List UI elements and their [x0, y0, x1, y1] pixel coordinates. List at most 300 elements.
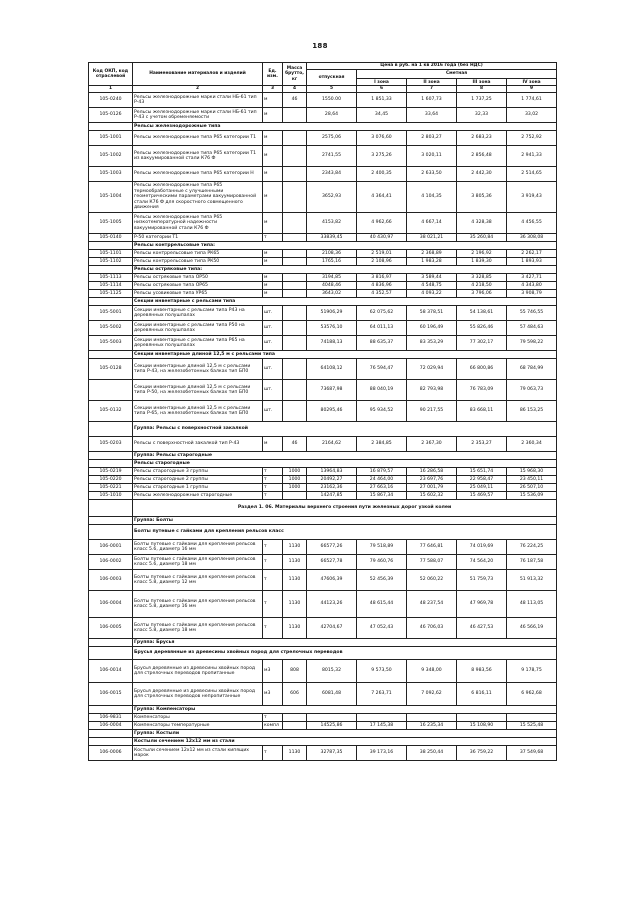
cell-name: Рельсы железнодорожные типа Р65 категории Т1 из вакуумированной стали К76 Ф — [133, 146, 263, 167]
cell-zone-3: 3 328,85 — [457, 274, 507, 282]
group-title: Болты путевые с гайками для крепления рельсов класс — [133, 525, 557, 540]
cell-release-price: 2575,06 — [307, 131, 357, 146]
cell-name: Рельсы контррельсовые типа РК50 — [133, 258, 263, 266]
cell-unit: м3 — [263, 660, 283, 683]
cell-zone-1: 3 076,60 — [357, 131, 407, 146]
cell-name: Рельсы железнодорожные типа Р65 категории Т1 — [133, 131, 263, 146]
column-number: 6 — [357, 86, 407, 93]
cell-name: Болты путевые с гайками для крепления рельсов класс 5.8, диаметр 16 мм — [133, 591, 263, 618]
cell-zone-3 — [457, 714, 507, 722]
cell-mass: 1000 — [283, 468, 307, 476]
cell-zone-2: 7 092,62 — [407, 683, 457, 706]
cell-name: Болты путевые с гайками для крепления рельсов класс 5.6, диаметр 18 мм — [133, 555, 263, 570]
cell-name: Рельсы железнодорожные марки стали НБ-61 тип Р-43 с учетом обременяемости — [133, 108, 263, 123]
cell-zone-2: 2 803,27 — [407, 131, 457, 146]
cell-release-price: 80295,46 — [307, 401, 357, 422]
cell-unit: т — [263, 746, 283, 761]
column-number: 3 — [263, 86, 283, 93]
cell-release-price: 3194,85 — [307, 274, 357, 282]
cell-code: 106-0001 — [89, 540, 133, 555]
cell-zone-4: 36 308,08 — [507, 234, 557, 242]
cell-release-price: 28,64 — [307, 108, 357, 123]
cell-code: 105-0220 — [89, 476, 133, 484]
cell-unit: м3 — [263, 683, 283, 706]
header-zone-3: III зона — [457, 79, 507, 86]
cell-zone-1: 1 851,33 — [357, 93, 407, 108]
cell-zone-2: 2 367,30 — [407, 437, 457, 452]
table-body — [89, 93, 557, 761]
cell-release-price: 14525,86 — [307, 722, 357, 730]
cell-unit: т — [263, 714, 283, 722]
cell-zone-4: 2 941,33 — [507, 146, 557, 167]
cell-zone-2: 4 548,75 — [407, 282, 457, 290]
cell-zone-4: 2 514,65 — [507, 167, 557, 182]
group-title: Рельсы железнодорожные типа — [133, 123, 557, 131]
cell-mass: 46 — [283, 437, 307, 452]
cell-name: Рельсы железнодорожные марки стали НБ-61 тип Р-43 — [133, 93, 263, 108]
cell-code: 106-0014 — [89, 660, 133, 683]
group-row — [89, 738, 557, 746]
cell-unit: компл — [263, 722, 283, 730]
cell-code — [89, 380, 133, 401]
cell-mass — [283, 290, 307, 298]
cell-mass — [283, 714, 307, 722]
cell-name: Р-50 категории Т1 — [133, 234, 263, 242]
table-row — [89, 660, 557, 683]
cell-zone-3: 1 737,25 — [457, 93, 507, 108]
cell-code: 105-0140 — [89, 234, 133, 242]
cell-zone-1: 88 635,37 — [357, 336, 407, 351]
cell-unit: т — [263, 555, 283, 570]
cell-zone-4: 15 536,09 — [507, 492, 557, 500]
cell-zone-2: 4 093,22 — [407, 290, 457, 298]
cell-zone-1: 40 430,97 — [357, 234, 407, 242]
cell-zone-4: 76 224,25 — [507, 540, 557, 555]
cell-unit: м — [263, 437, 283, 452]
cell-zone-4: 9 178,75 — [507, 660, 557, 683]
cell-unit: т — [263, 234, 283, 242]
cell-code: 105-0132 — [89, 401, 133, 422]
cell-release-price: 8015,32 — [307, 660, 357, 683]
group-row — [89, 422, 557, 437]
cell-code: 105-1005 — [89, 213, 133, 234]
cell-name: Рельсы остряковые типа ОР50 — [133, 274, 263, 282]
cell-mass: 1130 — [283, 618, 307, 639]
cell-zone-1: 3 275,26 — [357, 146, 407, 167]
cell-zone-3: 77 302,17 — [457, 336, 507, 351]
cell-name: Секции инвентарные длиной 12,5 м с рельсами типа Р-65, на железобетонных балках тип БП0 — [133, 401, 263, 422]
cell-zone-2: 90 217,55 — [407, 401, 457, 422]
cell-zone-3: 76 783,09 — [457, 380, 507, 401]
header-estimate: Сметная — [357, 69, 557, 79]
cell-name: Брусья деревянные из древесины хвойных пород для стрелочных переводов непропитанные — [133, 683, 263, 706]
cell-mass — [283, 282, 307, 290]
cell-unit: м — [263, 258, 283, 266]
cell-release-price: 3652,93 — [307, 182, 357, 213]
group-row — [89, 460, 557, 468]
cell-zone-2: 27 001,79 — [407, 484, 457, 492]
cell-zone-4: 4 456,55 — [507, 213, 557, 234]
cell-mass — [283, 250, 307, 258]
cell-unit: т — [263, 468, 283, 476]
cell-code — [89, 706, 133, 714]
cell-mass — [283, 722, 307, 730]
cell-zone-3: 74 564,20 — [457, 555, 507, 570]
cell-code — [89, 460, 133, 468]
cell-zone-2: 38 250,44 — [407, 746, 457, 761]
cell-zone-1: 47 052,43 — [357, 618, 407, 639]
cell-zone-4: 15 968,30 — [507, 468, 557, 476]
cell-zone-1: 34,45 — [357, 108, 407, 123]
table-row — [89, 336, 557, 351]
cell-mass: 1130 — [283, 555, 307, 570]
cell-zone-3: 22 958,47 — [457, 476, 507, 484]
header-zone-2: II зона — [407, 79, 457, 86]
group-title: Группа: Брусья — [133, 639, 557, 647]
table-row — [89, 93, 557, 108]
cell-unit: м — [263, 250, 283, 258]
cell-zone-3: 25 049,11 — [457, 484, 507, 492]
cell-code — [89, 738, 133, 746]
cell-code: 105-0240 — [89, 93, 133, 108]
cell-unit: шт. — [263, 359, 283, 380]
cell-code: 105-1114 — [89, 282, 133, 290]
cell-release-price: 42704,67 — [307, 618, 357, 639]
cell-mass — [283, 492, 307, 500]
cell-zone-3: 15 651,74 — [457, 468, 507, 476]
cell-code: 105-0219 — [89, 468, 133, 476]
cell-code: 105-1010 — [89, 492, 133, 500]
cell-zone-2: 1 983,28 — [407, 258, 457, 266]
cell-name: Рельсы с поверхностной закалкой тип Р-43 — [133, 437, 263, 452]
cell-zone-4: 37 549,68 — [507, 746, 557, 761]
table-row — [89, 714, 557, 722]
cell-code: 106-0015 — [89, 683, 133, 706]
cell-mass: 808 — [283, 660, 307, 683]
cell-zone-2 — [407, 714, 457, 722]
cell-mass: 1130 — [283, 746, 307, 761]
cell-code — [89, 730, 133, 738]
cell-unit: т — [263, 570, 283, 591]
cell-code — [89, 422, 133, 437]
cell-zone-2: 77 646,81 — [407, 540, 457, 555]
cell-zone-2: 83 353,29 — [407, 336, 457, 351]
cell-zone-1: 9 573,50 — [357, 660, 407, 683]
cell-unit: м — [263, 146, 283, 167]
cell-zone-3: 6 816,11 — [457, 683, 507, 706]
cell-mass: 1000 — [283, 476, 307, 484]
section-title: Раздел 1. 06. Материалы верхнего строения пути железных дорог узкой колеи — [133, 500, 557, 517]
cell-mass: 46 — [283, 93, 307, 108]
cell-zone-4: 79 598,22 — [507, 336, 557, 351]
cell-zone-3: 3 805,36 — [457, 182, 507, 213]
cell-release-price — [307, 714, 357, 722]
cell-zone-2: 4 104,35 — [407, 182, 457, 213]
table-row — [89, 401, 557, 422]
cell-zone-4: 23 450,11 — [507, 476, 557, 484]
cell-zone-4: 3 919,43 — [507, 182, 557, 213]
table-row — [89, 250, 557, 258]
cell-code — [89, 298, 133, 306]
cell-zone-2: 16 235,34 — [407, 722, 457, 730]
page-number: 188 — [312, 42, 328, 50]
cell-name: Костыли сечением 12х12 мм из стали кипящих марок — [133, 746, 263, 761]
cell-zone-3: 54 138,61 — [457, 306, 507, 321]
group-title: Секции инвентарные с рельсами типа — [133, 298, 557, 306]
cell-mass — [283, 258, 307, 266]
cell-zone-4: 1 893,93 — [507, 258, 557, 266]
cell-name: Болты путевые с гайками для крепления рельсов класс 5.6, диаметр 16 мм — [133, 540, 263, 555]
group-row — [89, 452, 557, 460]
cell-name: Секции инвентарные с рельсами типа Р43 на деревянных полушпалах — [133, 306, 263, 321]
cell-zone-1: 7 263,71 — [357, 683, 407, 706]
cell-zone-1 — [357, 714, 407, 722]
cell-code: 106-0004 — [89, 591, 133, 618]
group-title: Брусья деревянные из древесины хвойных пород для стрелочных переводов — [133, 647, 557, 660]
cell-unit: м — [263, 274, 283, 282]
cell-zone-1: 88 040,19 — [357, 380, 407, 401]
cell-code: 106-0003 — [89, 570, 133, 591]
header-zone-4: IV зона — [507, 79, 557, 86]
cell-mass — [283, 167, 307, 182]
cell-zone-1: 4 836,96 — [357, 282, 407, 290]
column-number: 4 — [283, 86, 307, 93]
cell-code — [89, 242, 133, 250]
cell-mass — [283, 274, 307, 282]
cell-zone-4: 2 262,17 — [507, 250, 557, 258]
cell-zone-2: 33,64 — [407, 108, 457, 123]
cell-mass: 1000 — [283, 484, 307, 492]
group-row — [89, 647, 557, 660]
cell-unit: м — [263, 290, 283, 298]
cell-zone-3: 2 683,23 — [457, 131, 507, 146]
cell-code: 105-1001 — [89, 131, 133, 146]
cell-zone-1: 15 867,34 — [357, 492, 407, 500]
cell-zone-4: 79 063,73 — [507, 380, 557, 401]
column-number: 7 — [407, 86, 457, 93]
cell-zone-3: 32,33 — [457, 108, 507, 123]
cell-code: 106-0004 — [89, 722, 133, 730]
table-row — [89, 290, 557, 298]
cell-zone-4: 76 187,58 — [507, 555, 557, 570]
cell-release-price: 74188,13 — [307, 336, 357, 351]
cell-zone-1: 2 519,01 — [357, 250, 407, 258]
cell-zone-3: 2 442,30 — [457, 167, 507, 182]
cell-release-price: 51906,29 — [307, 306, 357, 321]
cell-release-price: 2741,55 — [307, 146, 357, 167]
cell-zone-1: 79 518,89 — [357, 540, 407, 555]
cell-zone-1: 2 384,85 — [357, 437, 407, 452]
cell-zone-4: 3 427,71 — [507, 274, 557, 282]
cell-zone-4 — [507, 714, 557, 722]
cell-zone-4: 26 507,10 — [507, 484, 557, 492]
cell-zone-2: 38 021,21 — [407, 234, 457, 242]
cell-zone-3: 2 196,92 — [457, 250, 507, 258]
header-name: Наименование материалов и изделий — [133, 63, 263, 86]
cell-zone-4: 46 566,19 — [507, 618, 557, 639]
cell-mass — [283, 234, 307, 242]
cell-zone-1: 95 934,52 — [357, 401, 407, 422]
cell-zone-2: 2 633,50 — [407, 167, 457, 182]
table-row — [89, 683, 557, 706]
cell-code — [89, 351, 133, 359]
cell-zone-2: 15 602,32 — [407, 492, 457, 500]
table-row — [89, 484, 557, 492]
cell-zone-3: 4 218,50 — [457, 282, 507, 290]
table-row — [89, 108, 557, 123]
cell-release-price: 2164,62 — [307, 437, 357, 452]
header-price-title: Цена в руб. на 1 кв 2016 года (без НДС) — [307, 63, 557, 70]
cell-unit: м — [263, 182, 283, 213]
cell-zone-2: 52 060,22 — [407, 570, 457, 591]
cell-zone-4: 33,02 — [507, 108, 557, 123]
group-title: Группа: Рельсы старогодные — [133, 452, 557, 460]
cell-unit: м — [263, 131, 283, 146]
cell-zone-3: 4 328,38 — [457, 213, 507, 234]
cell-code: 105-1113 — [89, 274, 133, 282]
cell-release-price: 23162,36 — [307, 484, 357, 492]
cell-mass — [283, 401, 307, 422]
cell-code: 106-0006 — [89, 746, 133, 761]
cell-release-price: 4153,82 — [307, 213, 357, 234]
cell-code — [89, 123, 133, 131]
table-row — [89, 468, 557, 476]
cell-zone-1: 79 460,76 — [357, 555, 407, 570]
cell-unit: шт. — [263, 321, 283, 336]
cell-code: 105-0128 — [89, 359, 133, 380]
cell-zone-3: 36 759,22 — [457, 746, 507, 761]
cell-zone-3: 2 856,48 — [457, 146, 507, 167]
group-title: Группа: Костыли — [133, 730, 557, 738]
column-number: 1 — [89, 86, 133, 93]
table-row — [89, 234, 557, 242]
cell-code: 105-1102 — [89, 258, 133, 266]
cell-unit: м — [263, 213, 283, 234]
table-row — [89, 570, 557, 591]
group-row — [89, 730, 557, 738]
cell-zone-4: 68 784,99 — [507, 359, 557, 380]
cell-unit: т — [263, 484, 283, 492]
cell-unit: т — [263, 591, 283, 618]
table-row — [89, 476, 557, 484]
cell-zone-4: 55 746,55 — [507, 306, 557, 321]
table-row — [89, 282, 557, 290]
cell-zone-2: 77 588,07 — [407, 555, 457, 570]
cell-name: Болты путевые с гайками для крепления рельсов класс 5.8, диаметр 18 мм — [133, 618, 263, 639]
table-row — [89, 182, 557, 213]
cell-zone-3: 47 969,78 — [457, 591, 507, 618]
cell-name: Брусья деревянные из древесины хвойных пород для стрелочных переводов пропитанные — [133, 660, 263, 683]
cell-release-price: 13964,83 — [307, 468, 357, 476]
group-row — [89, 706, 557, 714]
cell-name: Рельсы усовиковые типа УР65 — [133, 290, 263, 298]
cell-zone-3: 15 469,57 — [457, 492, 507, 500]
cell-zone-4: 48 113,05 — [507, 591, 557, 618]
cell-zone-1: 3 816,97 — [357, 274, 407, 282]
table-row — [89, 746, 557, 761]
cell-release-price: 14247,85 — [307, 492, 357, 500]
cell-zone-1: 4 364,41 — [357, 182, 407, 213]
cell-code — [89, 500, 133, 517]
cell-zone-3: 46 427,53 — [457, 618, 507, 639]
cell-code: 105-1003 — [89, 167, 133, 182]
cell-release-price: 1765,16 — [307, 258, 357, 266]
cell-zone-3: 1 839,30 — [457, 258, 507, 266]
group-row — [89, 123, 557, 131]
cell-zone-4: 1 774,61 — [507, 93, 557, 108]
cell-zone-1: 27 663,16 — [357, 484, 407, 492]
cell-zone-1: 24 464,00 — [357, 476, 407, 484]
cell-name: Рельсы старогодные 2 группы — [133, 476, 263, 484]
table-row — [89, 167, 557, 182]
cell-zone-1: 64 011,13 — [357, 321, 407, 336]
header-mass: Масса брутто, кг — [283, 63, 307, 86]
group-title: Рельсы старогодные — [133, 460, 557, 468]
cell-code: 105-0221 — [89, 484, 133, 492]
column-number: 2 — [133, 86, 263, 93]
cell-mass: 606 — [283, 683, 307, 706]
cell-code — [89, 266, 133, 274]
cell-zone-3: 15 108,90 — [457, 722, 507, 730]
cell-release-price: 6081,48 — [307, 683, 357, 706]
cell-zone-1: 16 879,57 — [357, 468, 407, 476]
column-number: 5 — [307, 86, 357, 93]
cell-unit: т — [263, 618, 283, 639]
group-title: Рельсы остряковые типа: — [133, 266, 557, 274]
cell-zone-2: 58 378,51 — [407, 306, 457, 321]
cell-zone-2: 1 607,73 — [407, 93, 457, 108]
cell-release-price: 3643,02 — [307, 290, 357, 298]
cell-zone-1: 2 400,35 — [357, 167, 407, 182]
table-row — [89, 492, 557, 500]
cell-mass — [283, 306, 307, 321]
cell-zone-2: 9 348,00 — [407, 660, 457, 683]
group-title: Группа: Компенсаторы — [133, 706, 557, 714]
cell-zone-2: 2 368,89 — [407, 250, 457, 258]
cell-name: Секции инвентарные длиной 12,5 м с рельсами типа Р-43, на железобетонных балках тип БП0 — [133, 359, 263, 380]
cell-name: Рельсы железнодорожные типа Р65 термообработанные с улучшенными геометрическими параметрами вакуумированной стали К76 Ф для скоростного совмещенного движения — [133, 182, 263, 213]
cell-name: Компенсаторы температурные — [133, 722, 263, 730]
cell-code: 105-5001 — [89, 306, 133, 321]
cell-release-price: 4048,46 — [307, 282, 357, 290]
cell-release-price: 2108,36 — [307, 250, 357, 258]
cell-code — [89, 647, 133, 660]
cell-code — [89, 517, 133, 525]
cell-zone-2: 48 237,54 — [407, 591, 457, 618]
cell-unit: м — [263, 93, 283, 108]
cell-release-price: 2343,84 — [307, 167, 357, 182]
cell-zone-2: 16 286,58 — [407, 468, 457, 476]
table-row — [89, 437, 557, 452]
cell-mass: 1130 — [283, 570, 307, 591]
column-number: 8 — [457, 86, 507, 93]
cell-code — [89, 639, 133, 647]
cell-mass — [283, 146, 307, 167]
cell-code: 105-5002 — [89, 321, 133, 336]
table-row — [89, 146, 557, 167]
cell-code: 106-9831 — [89, 714, 133, 722]
header-zone-1: I зона — [357, 79, 407, 86]
table-row — [89, 131, 557, 146]
table-row — [89, 722, 557, 730]
table-row — [89, 380, 557, 401]
cell-zone-4: 3 908,79 — [507, 290, 557, 298]
cell-mass — [283, 131, 307, 146]
cell-name: Секции инвентарные с рельсами типа Р65 на деревянных полушпалах — [133, 336, 263, 351]
cell-zone-1: 4 962,66 — [357, 213, 407, 234]
cell-zone-2: 82 793,98 — [407, 380, 457, 401]
group-title: Группа: Рельсы с поверхностной закалкой — [133, 422, 557, 437]
